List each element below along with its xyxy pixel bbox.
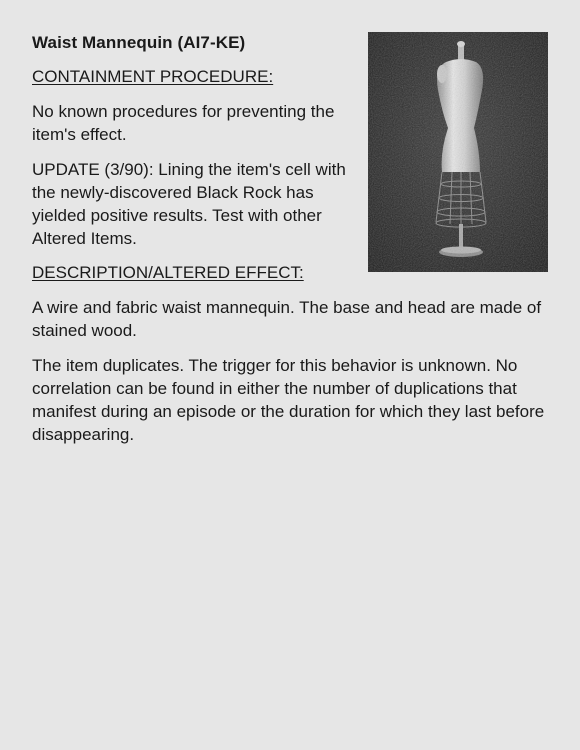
mannequin-illustration (368, 32, 548, 272)
item-title: Waist Mannequin (AI7-KE) (32, 33, 246, 52)
containment-heading: CONTAINMENT PROCEDURE: (32, 67, 274, 86)
description-paragraph: A wire and fabric waist mannequin. The base and head are made of stained wood. (32, 298, 542, 340)
containment-paragraph: No known procedures for preventing the item's effect. (32, 102, 335, 144)
description-effect-paragraph: The item duplicates. The trigger for this behavior is unknown. No correlation can be found in either the number of duplications that manifest during an episode or the duration for which they last before disappearing. (32, 356, 545, 444)
containment-update-paragraph: UPDATE (3/90): Lining the item's cell with the newly-discovered Black Rock has yielded positive results. Test with other Altered Items. (32, 160, 346, 248)
document-page (32, 32, 548, 458)
mannequin-photo (368, 32, 548, 272)
description-heading: DESCRIPTION/ALTERED EFFECT: (32, 263, 304, 282)
